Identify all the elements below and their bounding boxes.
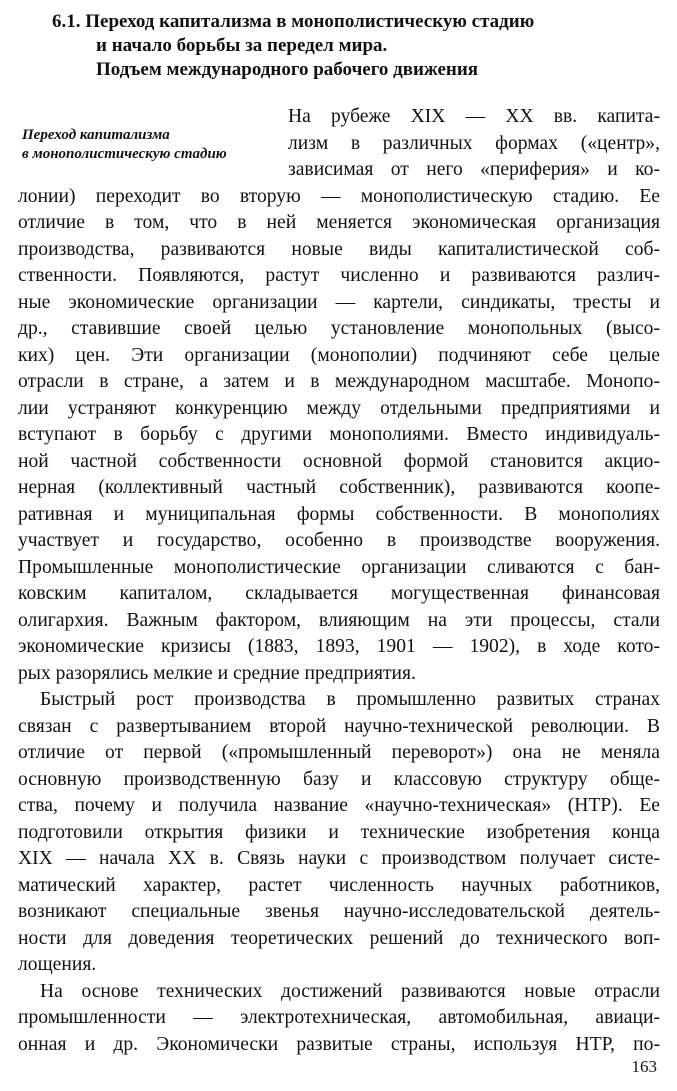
text-line: лощения. — [18, 954, 97, 975]
text-line: подготовили открытия физики и технические изобретения конца — [18, 821, 660, 843]
page-number: 163 — [631, 1057, 657, 1076]
text-line: ковским капиталом, складывается могущественная финансовая — [18, 583, 660, 604]
text-line: др., ставившие своей целью установление монопольных (высо- — [18, 318, 660, 339]
heading-line-3: Подъем международного рабочего движения — [96, 59, 479, 80]
margin-note-line-1: Переход капитализма — [22, 127, 170, 143]
text-line: зависимая от него «периферия» и ко- — [288, 159, 660, 180]
text-line: возникают специальные звенья научно-исследовательской деятель- — [18, 901, 660, 922]
section-heading — [52, 10, 652, 82]
text-line: ративная и муниципальная формы собственности. В монополиях — [18, 503, 660, 525]
text-line: нерная (коллективный частный собственник), развиваются коопе- — [18, 477, 660, 498]
text-line: XIX — начала XX в. Связь науки с производством получает систе- — [18, 848, 660, 869]
text-line: ной частной собственности основной формой становится акцио- — [18, 450, 660, 472]
text-line: На основе технических достижений развиваются новые отрасли — [40, 980, 660, 1002]
text-line: участвует и государство, особенно в производстве вооружения. — [18, 530, 660, 551]
text-line: отличие от первой («промышленный переворот») она не меняла — [18, 742, 660, 763]
text-line: отличие в том, что в ней меняется экономическая организация — [18, 212, 660, 233]
text-line: лонии) переходит во вторую — монополистическую стадию. Ее — [18, 185, 660, 207]
text-line: связан с развертыванием второй научно-технической революции. В — [18, 715, 660, 737]
text-line: производства, развиваются новые виды капиталистической соб- — [18, 238, 660, 260]
text-line: промышленности — электротехническая, автомобильная, авиаци- — [18, 1007, 660, 1028]
text-line: Быстрый рост производства в промышленно развитых странах — [40, 689, 660, 710]
text-line: онная и др. Экономически развитые страны, используя НТР, по- — [18, 1033, 660, 1055]
margin-note-line-2: в монополистическую стадию — [22, 146, 227, 162]
text-line: олигархия. Важным фактором, влияющим на эти процессы, стали — [18, 609, 660, 631]
body-text — [18, 104, 660, 1058]
heading-line-1: 6.1. Переход капитализма в монополистическую стадию — [52, 11, 535, 32]
text-line: ные экономические организации — картели, синдикаты, тресты и — [18, 291, 660, 313]
text-line: матический характер, растет численность научных работников, — [18, 874, 660, 896]
text-line: ности для доведения теоретических решений до технического воп- — [18, 927, 660, 949]
text-line: отрасли в стране, а затем и в международном масштабе. Монопо- — [18, 371, 660, 392]
text-line: Промышленные монополистические организации сливаются с бан- — [18, 556, 660, 578]
text-line: рых разорялись мелкие и средние предприятия. — [18, 662, 416, 684]
text-line: основную производственную базу и классовую структуру обще- — [18, 768, 660, 790]
heading-line-2: и начало борьбы за передел мира. — [96, 35, 388, 56]
text-line: ких) цен. Эти организации (монополии) подчиняют себе целые — [18, 344, 660, 366]
text-line: экономические кризисы (1883, 1893, 1901 — 1902), в ходе кото- — [18, 636, 660, 657]
text-line: вступают в борьбу с другими монополиями. Вместо индивидуаль- — [18, 424, 660, 445]
text-line: лизм в различных формах («центр», — [288, 132, 660, 154]
text-line: ственности. Появляются, растут численно и развиваются различ- — [18, 265, 660, 286]
text-line: На рубеже XIX — XX вв. капита- — [288, 106, 660, 127]
text-line: ства, почему и получила название «научно-техническая» (НТР). Ее — [18, 795, 660, 816]
text-line: лии устраняют конкуренцию между отдельными предприятиями и — [18, 397, 660, 419]
